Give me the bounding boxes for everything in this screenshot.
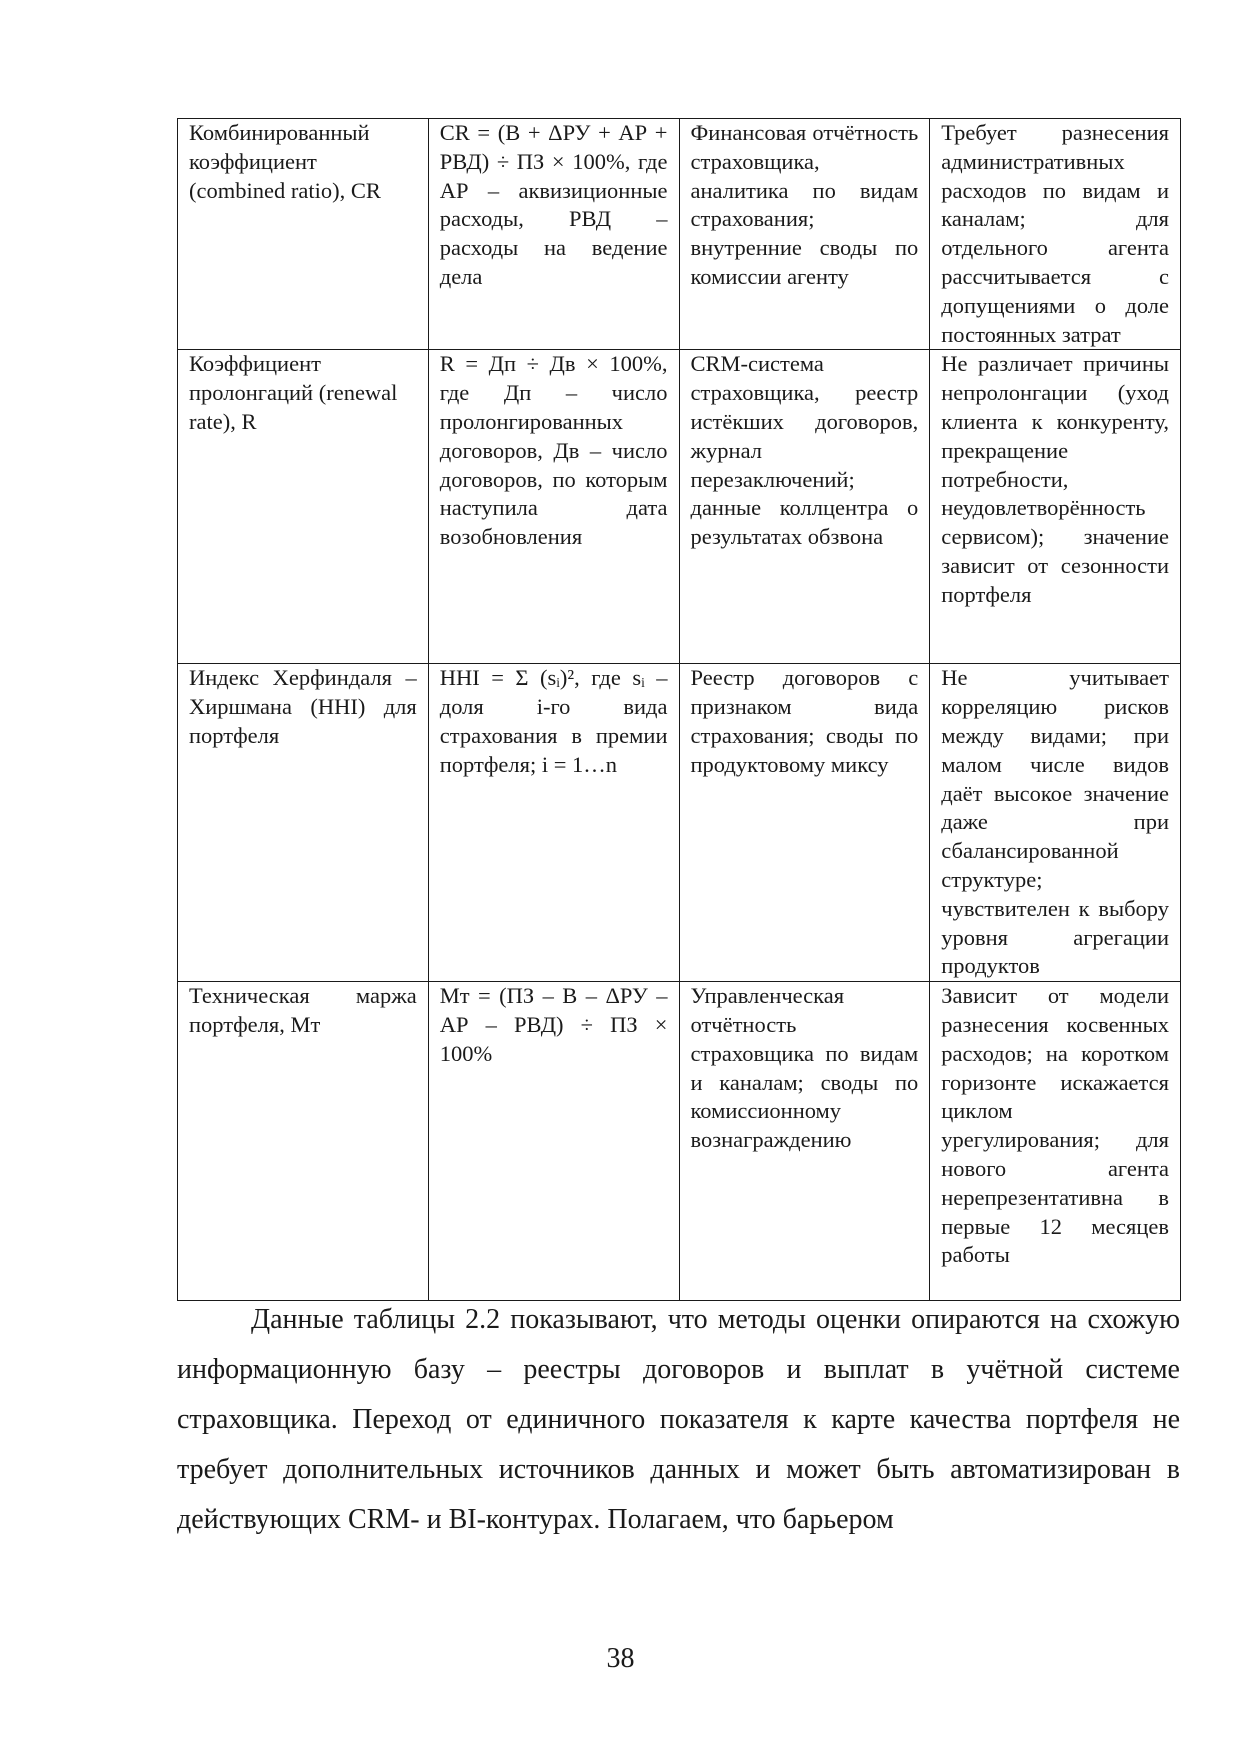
limitations-cell: Зависит от модели разнесения косвенных расходов; на коротком горизонте искажается циклом урегулирования; для нового агента нерепрезентативна в первые 12 месяцев работы: [930, 982, 1181, 1301]
indicator-cell: Техническая маржа портфеля, Мт: [178, 982, 429, 1301]
limitations-cell: Не учитывает корреляцию рисков между видами; при малом числе видов даёт высокое значение даже при сбалансированной структуре; чувствителен к выбору уровня агрегации продуктов: [930, 664, 1181, 982]
data-source-cell: Реестр договоров с признаком вида страхования; своды по продуктовому миксу: [679, 664, 930, 982]
portfolio-quality-methods-table: [177, 118, 1181, 1301]
indicator-cell: Индекс Херфиндаля – Хиршмана (HHI) для портфеля: [178, 664, 429, 982]
data-source-cell: Финансовая отчётность страховщика, аналитика по видам страхования; внутренние своды по комиссии агенту: [679, 119, 930, 350]
table-row: [178, 982, 1181, 1301]
formula-cell: HHI = Σ (sᵢ)², где sᵢ – доля i-го вида страхования в премии портфеля; i = 1…n: [428, 664, 679, 982]
limitations-cell: Не различает причины непролонгации (уход клиента к конкуренту, прекращение потребности, неудовлетворённость сервисом); значение зависит от сезонности портфеля: [930, 350, 1181, 664]
data-source-cell: CRM-система страховщика, реестр истёкших договоров, журнал перезаключений; данные коллцентра о результатах обзвона: [679, 350, 930, 664]
indicator-cell: Комбинированный коэффициент (combined ratio), CR: [178, 119, 429, 350]
indicator-cell: Коэффициент пролонгаций (renewal rate), R: [178, 350, 429, 664]
limitations-cell: Требует разнесения административных расходов по видам и каналам; для отдельного агента рассчитывается с допущениями о доле постоянных затрат: [930, 119, 1181, 350]
page-number: 38: [606, 1643, 635, 1674]
table-row: [178, 119, 1181, 350]
table-row: [178, 350, 1181, 664]
table-row: [178, 664, 1181, 982]
formula-cell: CR = (В + ΔРУ + АР + РВД) ÷ ПЗ × 100%, где АР – аквизиционные расходы, РВД – расходы на ведение дела: [428, 119, 679, 350]
body-paragraph: Данные таблицы 2.2 показывают, что методы оценки опираются на схожую информационную базу – реестры договоров и выплат в учётной системе страховщика. Переход от единичного показателя к карте качества портфеля не требует дополнительных источников данных и может быть автоматизирован в действующих CRM- и BI-контурах. Полагаем, что барьером: [177, 1304, 1180, 1535]
formula-cell: Мт = (ПЗ – В – ΔРУ – АР – РВД) ÷ ПЗ × 100%: [428, 982, 679, 1301]
formula-cell: R = Дп ÷ Дв × 100%, где Дп – число пролонгированных договоров, Дв – число договоров, по которым наступила дата возобновления: [428, 350, 679, 664]
data-source-cell: Управленческая отчётность страховщика по видам и каналам; своды по комиссионному вознаграждению: [679, 982, 930, 1301]
